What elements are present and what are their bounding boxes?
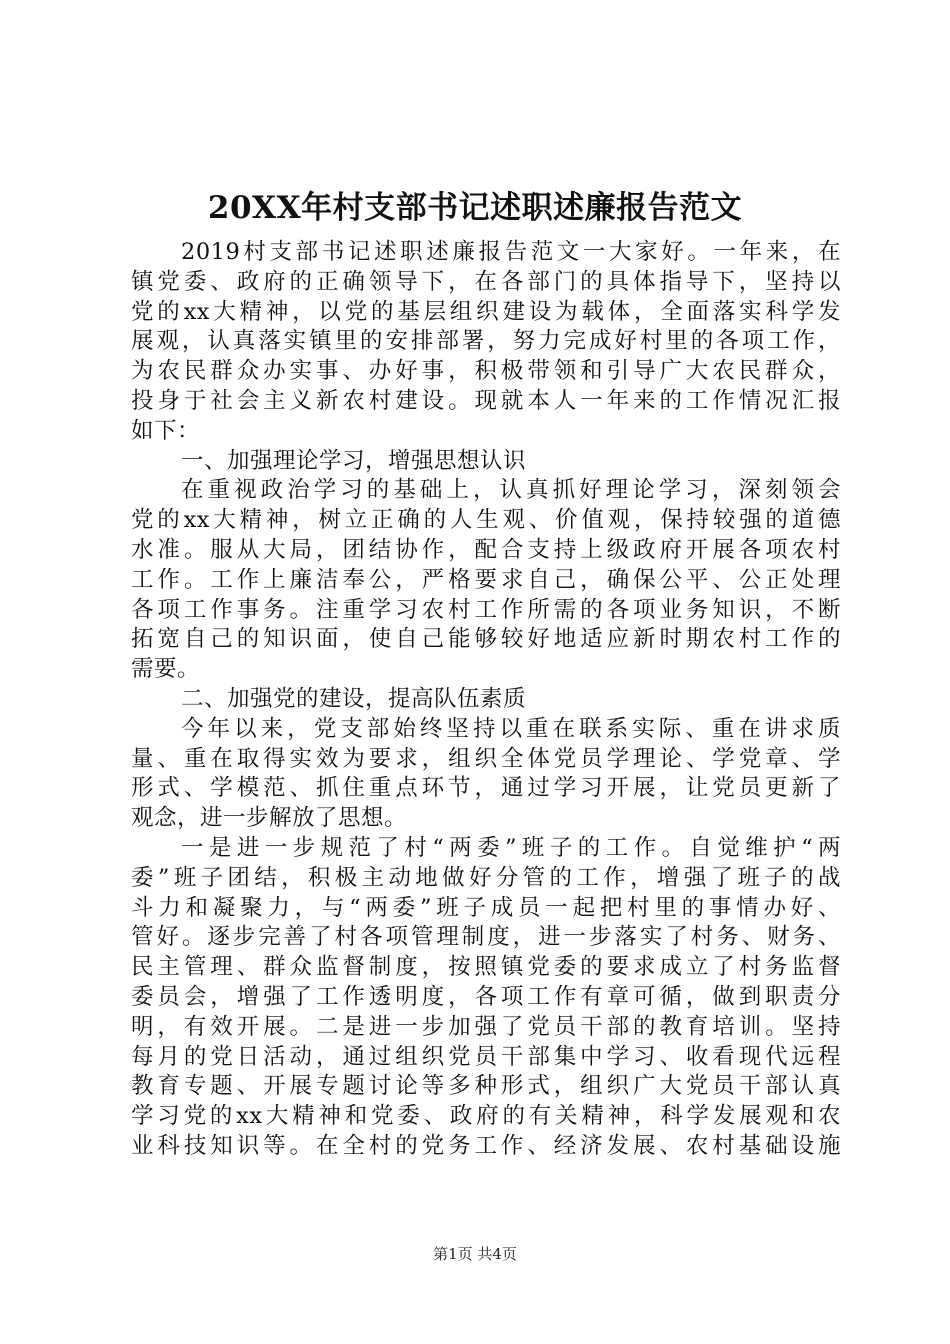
text-line: 民主管理、群众监督制度，按照镇党委的要求成立了村务监督 <box>131 954 841 981</box>
text-line: 明，有效开展。二是进一步加强了党员干部的教育培训。坚持 <box>131 1013 841 1040</box>
text-line: 业科技知识等。在全村的党务工作、经济发展、农村基础设施 <box>131 1132 841 1159</box>
text-line: 形式、学模范、抓住重点环节，通过学习开展，让党员更新了 <box>131 775 841 802</box>
text-line: 需要。 <box>131 656 201 683</box>
text-line: 2019村支部书记述职述廉报告范文一大家好。一年来，在 <box>181 239 841 265</box>
text-line: 党的xx大精神，树立正确的人生观、价值观，保持较强的道德 <box>131 507 841 534</box>
text-line: 拓宽自己的知识面，使自己能够较好地适应新时期农村工作的 <box>131 626 841 653</box>
text-line: 为农民群众办实事、办好事，积极带领和引导广大农民群众， <box>131 358 841 385</box>
text-line: 镇党委、政府的正确领导下，在各部门的具体指导下，坚持以 <box>131 268 841 295</box>
text-line: 管好。逐步完善了村各项管理制度，进一步落实了村务、财务、 <box>131 924 841 951</box>
text-line: 水准。服从大局，团结协作，配合支持上级政府开展各项农村 <box>131 536 841 563</box>
text-line: 党的xx大精神，以党的基层组织建设为载体，全面落实科学发 <box>131 298 841 325</box>
text-line: 学习党的xx大精神和党委、政府的有关精神，科学发展观和农 <box>131 1103 841 1130</box>
text-line: 今年以来，党支部始终坚持以重在联系实际、重在讲求质 <box>181 715 841 742</box>
text-line: 展观，认真落实镇里的安排部署，努力完成好村里的各项工作， <box>131 328 841 355</box>
text-line: 量、重在取得实效为要求，组织全体党员学理论、学党章、学 <box>131 745 841 772</box>
text-line: 各项工作事务。注重学习农村工作所需的各项业务知识，不断 <box>131 596 841 623</box>
section-heading: 一、加强理论学习，增强思想认识 <box>181 447 527 474</box>
text-line: 如下： <box>131 417 201 444</box>
document-title: 20XX年村支部书记述职述廉报告范文 <box>207 190 743 226</box>
page-number-footer: 第1页 共4页 <box>433 1245 517 1263</box>
text-line: 工作。工作上廉洁奉公，严格要求自己，确保公平、公正处理 <box>131 566 841 593</box>
section-heading: 二、加强党的建设，提高队伍素质 <box>181 685 527 712</box>
text-line: 投身于社会主义新农村建设。现就本人一年来的工作情况汇报 <box>131 387 841 414</box>
text-line: 委”班子团结，积极主动地做好分管的工作，增强了班子的战 <box>131 864 841 891</box>
text-line: 一是进一步规范了村“两委”班子的工作。自觉维护“两 <box>181 834 841 861</box>
text-line: 教育专题、开展专题讨论等多种形式，组织广大党员干部认真 <box>131 1073 841 1100</box>
text-line: 观念，进一步解放了思想。 <box>131 805 408 832</box>
text-line: 委员会，增强了工作透明度，各项工作有章可循，做到职责分 <box>131 983 841 1010</box>
text-line: 斗力和凝聚力，与“两委”班子成员一起把村里的事情办好、 <box>131 894 841 921</box>
text-line: 每月的党日活动，通过组织党员干部集中学习、收看现代远程 <box>131 1043 841 1070</box>
document-body <box>131 238 841 1162</box>
text-line: 在重视政治学习的基础上，认真抓好理论学习，深刻领会 <box>181 477 841 504</box>
